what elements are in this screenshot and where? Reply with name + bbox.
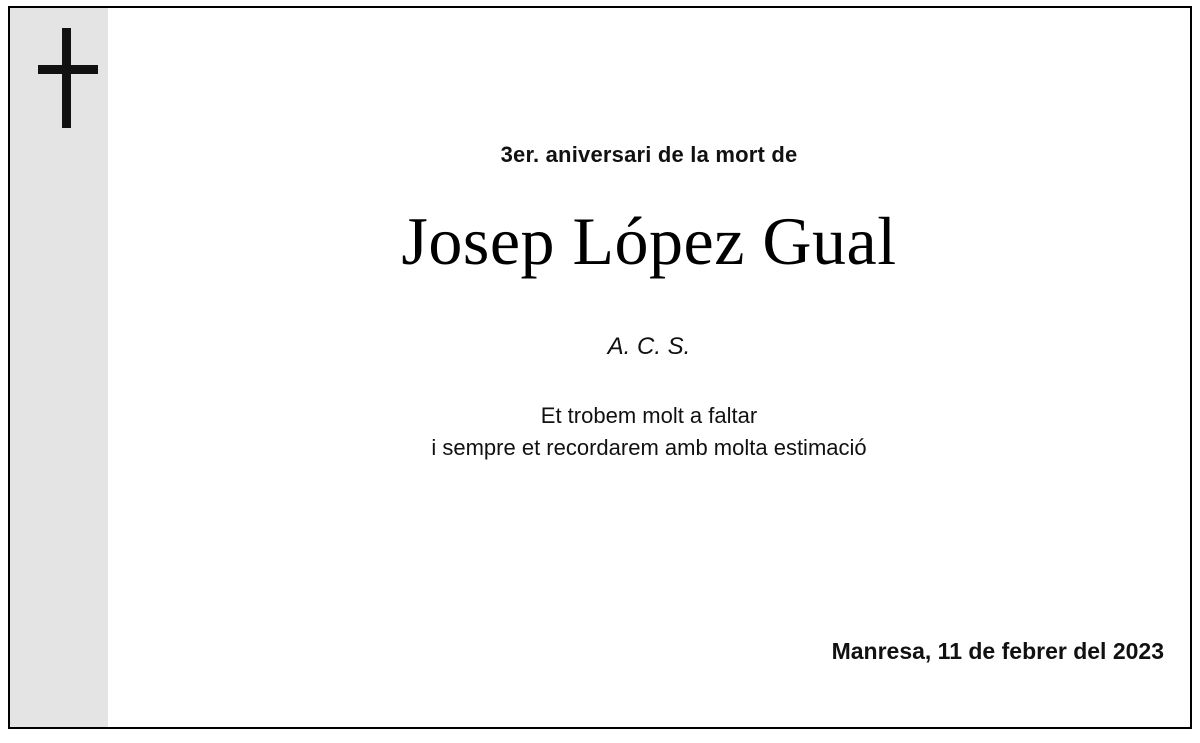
memorial-message [108, 400, 1190, 464]
left-grey-band [10, 8, 108, 727]
obituary-content [108, 8, 1190, 727]
memorial-message-line-2: i sempre et recordarem amb molta estimació [431, 434, 867, 460]
cross-vertical-bar [62, 28, 71, 128]
cross-horizontal-bar [38, 65, 98, 74]
place-and-date: Manresa, 11 de febrer del 2023 [831, 638, 1164, 664]
obituary-card [8, 6, 1192, 729]
memorial-message-line-1: Et trobem molt a faltar [540, 403, 758, 428]
initials-abbreviation: A. C. S. [607, 333, 691, 360]
cross-icon [38, 28, 98, 128]
deceased-name: Josep López Gual [401, 203, 897, 279]
anniversary-label: 3er. aniversari de la mort de [500, 142, 798, 167]
